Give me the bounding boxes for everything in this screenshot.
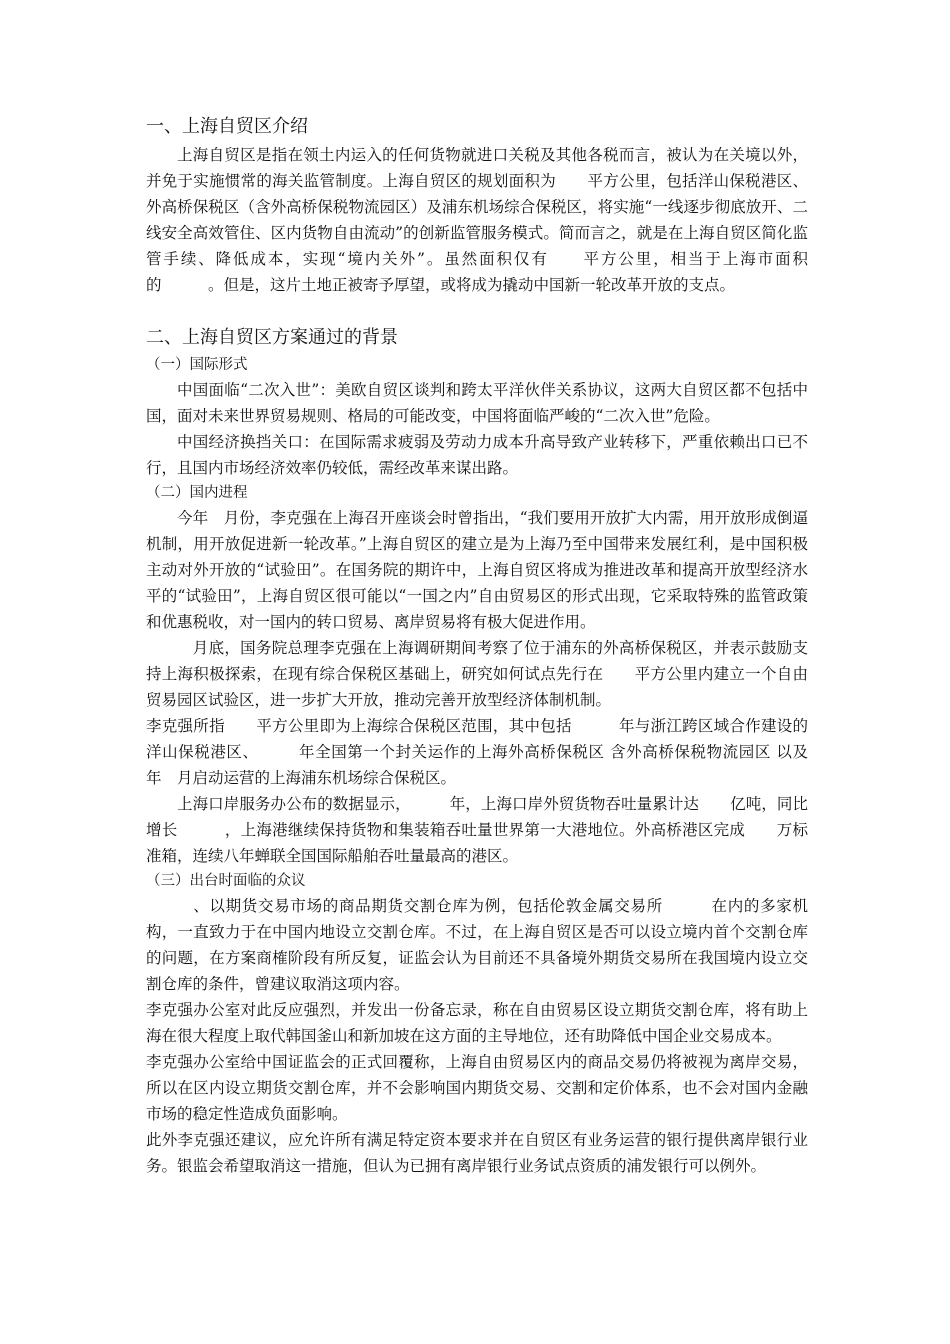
section-1-paragraph: 上海自贸区是指在领土内运入的任何货物就进口关税及其他各税而言，被认为在关境以外，并免于实施惯常的海关监管制度。上海自贸区的规划面积为 平方公里，包括洋山保税港区、外高桥保税区（含外高桥保税物流园区）及浦东机场综合保税区，将实施“一线逐步彻底放开、二线安全高效管住、区内货物自由流动”的创新监管服务模式。简而言之，就是在上海自贸区简化监管手续、降低成本，实现“境内关外”。虽然面积仅有 平方公里，相当于上海市面积的 。但是，这片土地正被寄予厚望，或将成为撬动中国新一轮改革开放的支点。 <box>146 146 808 294</box>
section-1-title: 一、上海自贸区介绍 <box>146 116 308 137</box>
section-spacer <box>146 298 808 323</box>
subsection-2-paragraph: 月底，国务院总理李克强在上海调研期间考察了位于浦东的外高桥保税区，并表示鼓励支持上海积极探索，在现有综合保税区基础上，研究如何试点先行在 平方公里内建立一个自由贸易园区试验区，进一步扩大开放，推动完善开放型经济体制机制。 <box>146 639 808 709</box>
subsection-2-title: （二）国内进程 <box>146 485 248 501</box>
subsection-2-paragraph: 今年 月份，李克强在上海召开座谈会时曾指出，“我们要用开放扩大内需，用开放形成倒逼机制，用开放促进新一轮改革。”上海自贸区的建立是为上海乃至中国带来发展红利，是中国积极主动对外开放的“试验田”。在国务院的期许中，上海自贸区将成为推进改革和提高开放型经济水平的“试验田”，上海自贸区很可能以“一国之内”自由贸易区的形式出现，它采取特殊的监管政策和优惠税收，对一国内的转口贸易、离岸贸易将有极大促进作用。 <box>146 509 808 631</box>
subsection-3-title: （三）出台时面临的众议 <box>146 873 306 889</box>
subsection-2-paragraph: 上海口岸服务办公布的数据显示， 年，上海口岸外贸货物吞吐量累计达 亿吨，同比增长 ，上海港继续保持货物和集装箱吞吐量世界第一大港地位。外高桥港区完成 万标准箱，连续八年蝉联全国国际船舶吞吐量最高的港区。 <box>146 795 808 865</box>
subsection-3-paragraph: 李克强办公室给中国证监会的正式回覆称，上海自由贸易区内的商品交易仍将被视为离岸交易，所以在区内设立期货交割仓库，并不会影响国内期货交易、交割和定价体系，也不会对国内金融市场的稳定性造成负面影响。 <box>146 1053 808 1123</box>
section-2-title: 二、上海自贸区方案通过的背景 <box>146 327 398 348</box>
subsection-1-paragraph: 中国经济换挡关口：在国际需求疲弱及劳动力成本升高导致产业转移下，严重依赖出口已不行，且国内市场经济效率仍较低，需经改革来谋出路。 <box>146 433 808 477</box>
subsection-1-paragraph: 中国面临“二次入世”：美欧自贸区谈判和跨太平洋伙伴关系协议，这两大自贸区都不包括中国，面对未来世界贸易规则、格局的可能改变，中国将面临严峻的“二次入世”危险。 <box>146 381 808 425</box>
subsection-3-paragraph: 李克强办公室对此反应强烈，并发出一份备忘录，称在自由贸易区设立期货交割仓库，将有助上海在很大程度上取代韩国釜山和新加坡在这方面的主导地位，还有助降低中国企业交易成本。 <box>146 1001 808 1045</box>
subsection-3-paragraph: 、以期货交易市场的商品期货交割仓库为例，包括伦敦金属交易所 在内的多家机构，一直致力于在中国内地设立交割仓库。不过，在上海自贸区是否可以设立境内首个交割仓库的问题，在方案商榷阶段有所反复，证监会认为目前还不具备境外期货交易所在我国境内设立交割仓库的条件，曾建议取消这项内容。 <box>146 897 808 993</box>
subsection-1-title: （一）国际形式 <box>146 357 248 373</box>
subsection-3-paragraph: 此外李克强还建议，应允许所有满足特定资本要求并在自贸区有业务运营的银行提供离岸银行业务。银监会希望取消这一措施，但认为已拥有离岸银行业务试点资质的浦发银行可以例外。 <box>146 1131 808 1175</box>
subsection-2-paragraph: 李克强所指 平方公里即为上海综合保税区范围，其中包括 年与浙江跨区域合作建设的洋山保税港区、 年全国第一个封关运作的上海外高桥保税区 含外高桥保税物流园区 以及 年 月启动运营的上海浦东机场综合保税区。 <box>146 717 855 787</box>
document-page <box>146 112 855 1179</box>
